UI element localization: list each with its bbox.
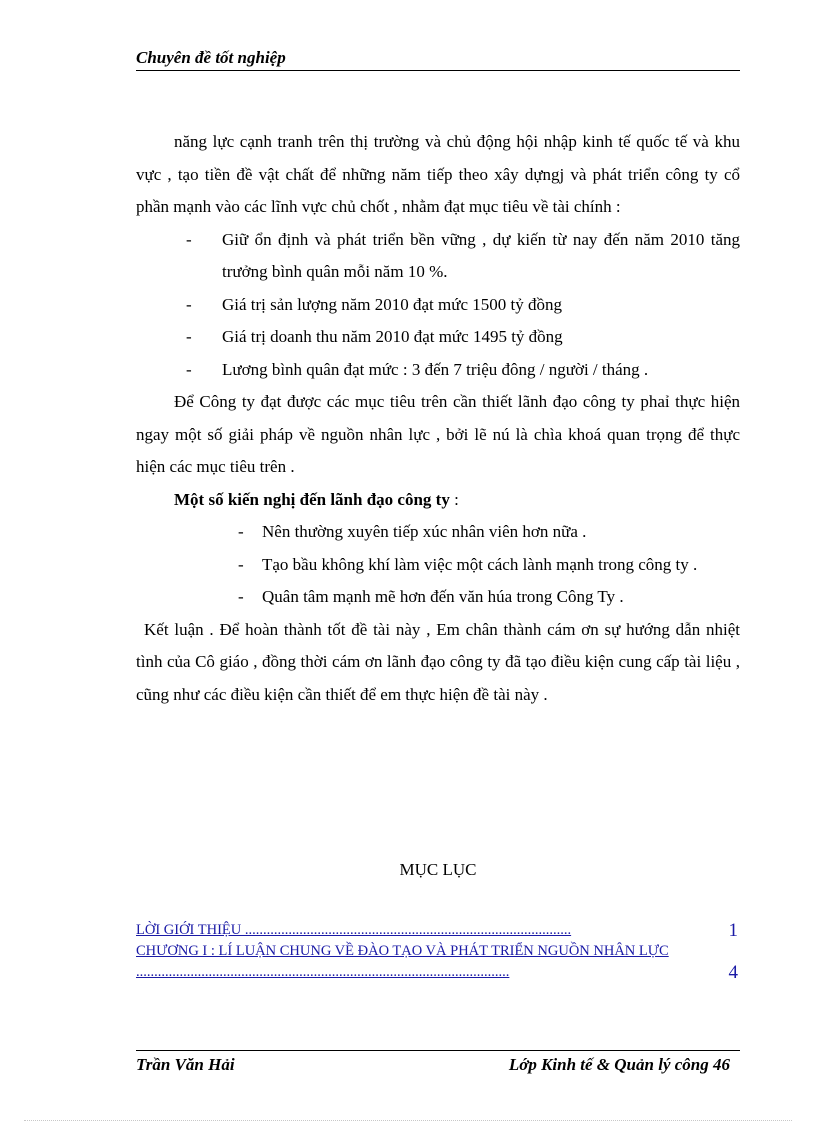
dash-marker: - xyxy=(186,294,192,314)
goal-item xyxy=(136,289,740,322)
table-of-contents xyxy=(136,920,740,983)
dash-marker: - xyxy=(186,327,192,346)
dash-marker: - xyxy=(186,359,192,379)
goal-item-text: Giá trị sản lượng năm 2010 đạt mức 1500 tỷ đồng xyxy=(222,294,562,314)
toc-entry-introduction[interactable] xyxy=(136,920,740,941)
toc-entry-chapter-1[interactable] xyxy=(136,941,740,983)
recommendation-item xyxy=(136,516,740,549)
footer-class: Lớp Kinh tế & Quản lý công 46 xyxy=(508,1055,730,1074)
dash-marker: - xyxy=(186,229,192,249)
solution-paragraph: Để Công ty đạt được các mục tiêu trên cần thiết lãnh đạo công ty phaỉ thực hiện ngay một số giải pháp về nguồn nhân lực , bởi lẽ nú là chìa khoá quan trọng để thực hiện các mục tiêu trên . xyxy=(136,392,740,476)
recommendations-heading xyxy=(136,484,740,517)
recommendation-item xyxy=(136,581,740,614)
page-footer xyxy=(136,1050,740,1079)
goal-item-text: Giữ ổn định và phát triển bền vững , dự kiến từ nay đến năm 2010 tăng trưởng bình quân mỗi năm 10 %. xyxy=(222,229,740,281)
goal-item-text: Giá trị doanh thu năm 2010 đạt mức 1495 tỷ đồng xyxy=(222,327,563,346)
toc-entry-text: CHƯƠNG I : LÍ LUẬN CHUNG VỀ ĐÀO TẠO VÀ PHÁT TRIỂN NGUỒN NHÂN LỰC ....................................................................................................... xyxy=(136,943,669,980)
goal-item xyxy=(136,354,740,387)
header-title: Chuyên đề tốt nghiệp xyxy=(136,48,286,67)
intro-paragraph: năng lực cạnh tranh trên thị trường và chủ động hội nhập kinh tế quốc tế và khu vực , tạo tiền đề vật chất để những năm tiếp theo xây dựngj và phát triển công ty cổ phần mạnh vào các lĩnh vực chủ chốt , nhằm đạt mục tiêu về tài chính : xyxy=(136,132,740,216)
dash-marker: - xyxy=(238,587,244,606)
recommendation-text: Tạo bầu không khí làm việc một cách lành mạnh trong công ty . xyxy=(262,554,698,574)
recommendation-item xyxy=(136,549,740,582)
recommendations-heading-text: Một số kiến nghị đến lãnh đạo công ty xyxy=(174,489,450,509)
recommendation-text: Nên thường xuyên tiếp xúc nhân viên hơn nữa . xyxy=(262,522,587,541)
footer-author: Trần Văn Hải xyxy=(136,1055,235,1074)
goal-item-text: Lương bình quân đạt mức : 3 đến 7 triệu đông / người / tháng . xyxy=(222,359,649,379)
toc-title: MỤC LỤC xyxy=(399,860,477,879)
recommendation-text: Quân tâm mạnh mẽ hơn đến văn húa trong Công Ty . xyxy=(262,587,624,606)
toc-entry-text: LỜI GIỚI THIỆU .......................................................................................... xyxy=(136,922,572,938)
document-body xyxy=(136,126,740,711)
conclusion-paragraph: Kết luận . Để hoàn thành tốt đề tài này , Em chân thành cám ơn sự hướng dẫn nhiệt tình của Cô giáo , đồng thời cám ơn lãnh đạo công ty đã tạo điều kiện cung cấp tài liệu , cũng như các điều kiện cần thiết để em thực hiện đề tài này . xyxy=(136,619,740,704)
page-boundary xyxy=(24,1120,792,1121)
dash-marker: - xyxy=(238,522,244,541)
toc-page-number: 4 xyxy=(728,962,738,983)
recommendations-heading-colon: : xyxy=(449,489,459,509)
goal-item xyxy=(136,321,740,354)
toc-page-number: 1 xyxy=(728,920,738,941)
page-header xyxy=(136,48,740,71)
dash-marker: - xyxy=(238,554,244,574)
goal-item xyxy=(136,224,740,289)
